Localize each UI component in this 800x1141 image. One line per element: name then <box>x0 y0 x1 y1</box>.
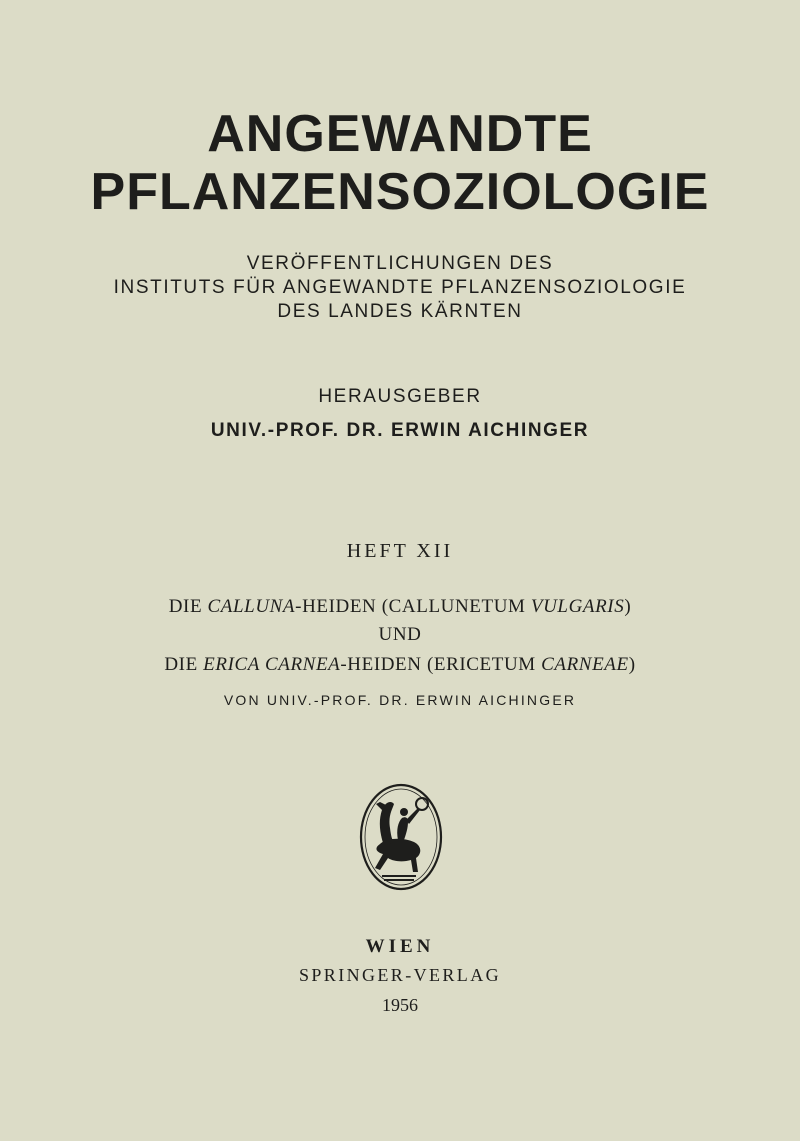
author-byline: VON UNIV.-PROF. DR. ERWIN AICHINGER <box>223 692 577 708</box>
work-title-3e: ) <box>628 654 636 675</box>
title-line-2: PFLANZENSOZIOLOGIE <box>90 163 710 221</box>
imprint-publisher: SPRINGER-VERLAG <box>298 965 501 985</box>
editor-name: UNIV.-PROF. DR. ERWIN AICHINGER <box>210 420 590 441</box>
work-title-1b: CALLUNA <box>207 596 296 617</box>
work-title-1a: DIE <box>168 596 208 617</box>
work-title-line-2: UND <box>378 624 422 645</box>
series-line-3: DES LANDES KÄRNTEN <box>277 301 523 322</box>
editor-label: HERAUSGEBER <box>318 386 482 407</box>
work-title-line-3 <box>0 654 800 676</box>
springer-horse-rider-emblem-icon <box>358 782 444 892</box>
work-title-1d: VULGARIS <box>530 596 625 617</box>
work-title-1c: -HEIDEN (CALLUNETUM <box>295 596 531 617</box>
imprint-year: 1956 <box>382 995 418 1015</box>
work-title-3a: DIE <box>164 654 204 675</box>
series-line-2: INSTITUTS FÜR ANGEWANDTE PFLANZENSOZIOLOGIE <box>113 277 687 298</box>
series-line-1: VERÖFFENTLICHUNGEN DES <box>246 253 554 274</box>
title-line-1: ANGEWANDTE <box>207 105 593 163</box>
work-title-3c: -HEIDEN (ERICETUM <box>340 654 542 675</box>
issue-number: HEFT XII <box>346 540 454 562</box>
work-title-3d: CARNEAE <box>541 654 629 675</box>
imprint-city: WIEN <box>365 936 435 957</box>
work-title-3b: ERICA CARNEA <box>203 654 341 675</box>
work-title-line-1 <box>0 596 800 618</box>
work-title-1e: ) <box>624 596 632 617</box>
